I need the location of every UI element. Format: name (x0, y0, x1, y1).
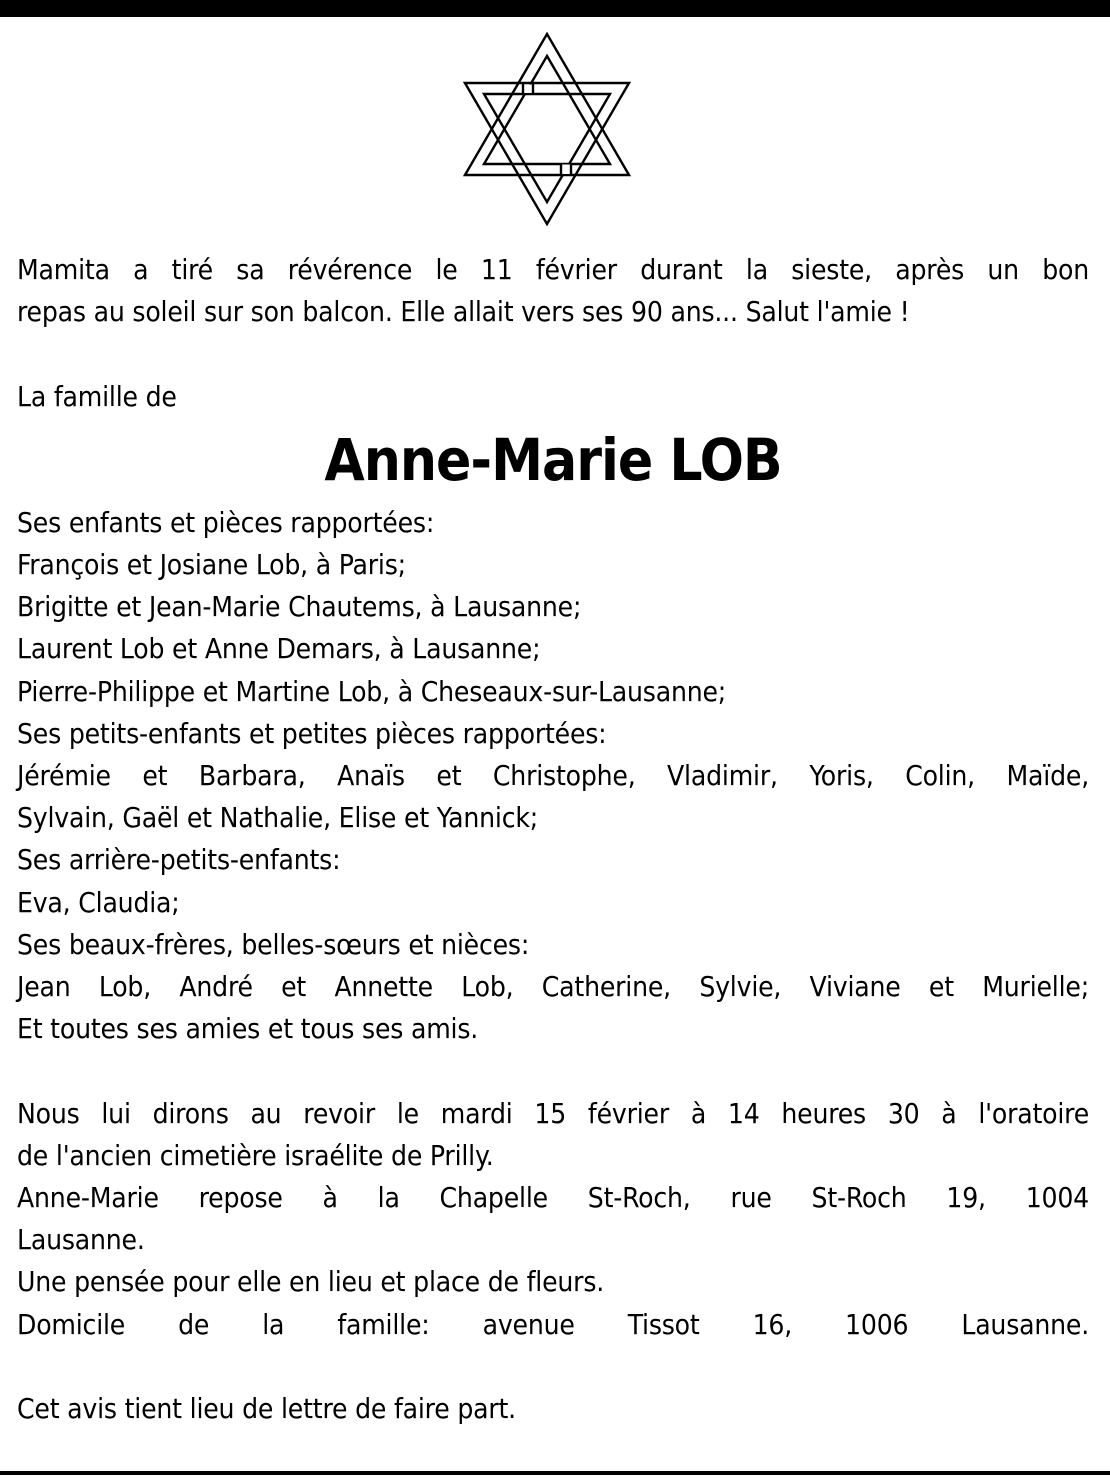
obituary-text (17, 249, 1089, 1430)
spacer (17, 1346, 1089, 1388)
friends-line: Et toutes ses amies et tous ses amis. (17, 1012, 479, 1046)
grandchildren-line-2: Sylvain, Gaël et Nathalie, Elise et Yannick; (17, 801, 539, 835)
flowers-line: Une pensée pour elle en lieu et place de fleurs. (17, 1265, 605, 1299)
spacer (17, 333, 1089, 375)
closing-line: Cet avis tient lieu de lettre de faire part. (17, 1392, 516, 1426)
family-line: Eva, Claudia; (17, 885, 180, 919)
family-line: François et Josiane Lob, à Paris; (17, 548, 406, 581)
family-line: Pierre-Philippe et Martine Lob, à Cheseaux-sur-Lausanne; (17, 674, 727, 708)
ceremony-line-2: de l'ancien cimetière israélite de Prilly. (17, 1138, 494, 1172)
star-of-david-icon (463, 32, 631, 226)
spacer (17, 1050, 1089, 1092)
family-line: Ses enfants et pièces rapportées: (17, 505, 435, 539)
domicile-line: Domicile de la famille: avenue Tissot 16, 1006 Lausanne. (17, 1307, 1089, 1341)
repose-line-1: Anne-Marie repose à la Chapelle St-Roch, rue St-Roch 19, 1004 (17, 1181, 1089, 1215)
ceremony-line-1: Nous lui dirons au revoir le mardi 15 février à 14 heures 30 à l'oratoire (17, 1096, 1089, 1130)
family-line: Ses arrière-petits-enfants: (17, 843, 341, 877)
intro-line-1: Mamita a tiré sa révérence le 11 février durant la sieste, après un bon (17, 253, 1089, 286)
bottom-border-rule (0, 1471, 1110, 1475)
top-border-rule (0, 0, 1110, 17)
family-line: Laurent Lob et Anne Demars, à Lausanne; (17, 632, 541, 666)
grandchildren-line-1: Jérémie et Barbara, Anaïs et Christophe, Vladimir, Yoris, Colin, Maïde, (17, 759, 1089, 793)
in-laws-line: Jean Lob, André et Annette Lob, Catherine, Sylvie, Viviane et Murielle; (17, 970, 1089, 1004)
repose-line-2: Lausanne. (17, 1223, 145, 1257)
intro-line-2: repas au soleil sur son balcon. Elle allait vers ses 90 ans... Salut l'amie ! (17, 295, 910, 329)
family-line: Ses petits-enfants et petites pièces rapportées: (17, 716, 607, 750)
family-line: Ses beaux-frères, belles-sœurs et nièces: (17, 927, 530, 961)
family-intro: La famille de (17, 379, 177, 413)
family-line: Brigitte et Jean-Marie Chautems, à Lausanne; (17, 590, 582, 624)
deceased-name: Anne-Marie LOB (324, 425, 782, 494)
